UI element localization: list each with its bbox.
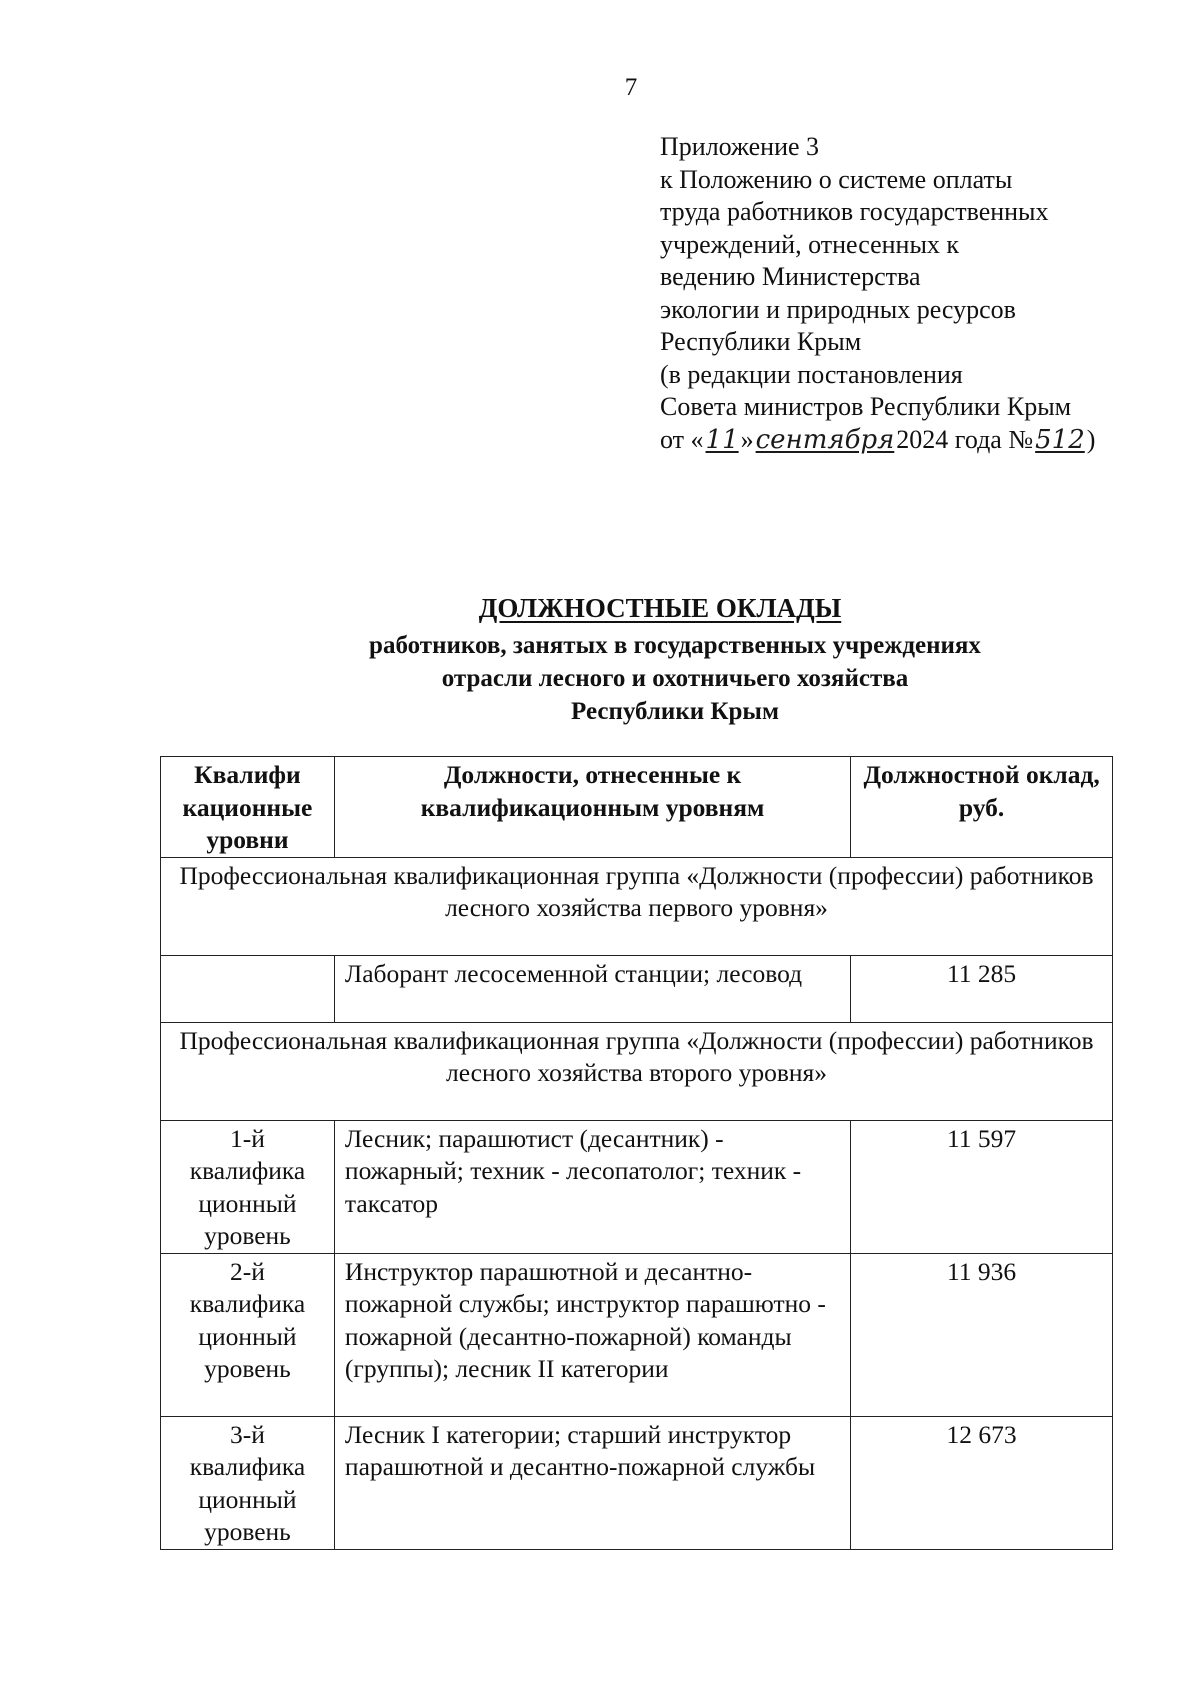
table-row (161, 1120, 1113, 1253)
resolution-date-line (660, 424, 1180, 457)
header-qualification-level: Квалифи кационные уровни (161, 757, 335, 858)
cell-positions: Лесник; парашютист (десантник) - пожарный; техник - лесопатолог; техник - таксатор (334, 1120, 850, 1253)
appendix-header (660, 131, 1180, 456)
appendix-line: Приложение 3 (660, 132, 820, 161)
group-title: Профессиональная квалификационная группа «Должности (профессии) работников лесного хозяйства второго уровня» (161, 1022, 1113, 1120)
appendix-line: экологии и природных ресурсов (660, 294, 1016, 324)
handwritten-day: 11 (705, 424, 739, 455)
cell-positions: Инструктор парашютной и десантно-пожарной службы; инструктор парашютно - пожарной (десантно-пожарной) команды (группы); лесник II категории (334, 1253, 850, 1416)
appendix-line: к Положению о системе оплаты (660, 164, 1013, 194)
cell-level: 2-й квалифика ционный уровень (161, 1253, 335, 1416)
document-subtitle (280, 629, 1070, 728)
cell-level: 1-й квалифика ционный уровень (161, 1120, 335, 1253)
cell-level: 3-й квалифика ционный уровень (161, 1416, 335, 1549)
handwritten-number: 512 (1035, 424, 1085, 455)
cell-level (161, 955, 335, 1022)
header-positions: Должности, отнесенные к квалификационным уровням (334, 757, 850, 858)
table-row (161, 955, 1113, 1022)
appendix-line: учреждений, отнесенных к (660, 229, 960, 259)
cell-positions: Лесник I категории; старший инструктор парашютной и десантно-пожарной службы (334, 1416, 850, 1549)
appendix-line: (в редакции постановления (660, 359, 963, 389)
date-prefix: от « (660, 424, 704, 454)
subtitle-line: Республики Крым (571, 698, 779, 725)
appendix-line: ведению Министерства (660, 262, 921, 291)
header-salary: Должностной оклад, руб. (851, 757, 1113, 858)
handwritten-month: сентября (755, 424, 895, 455)
subtitle-line: отрасли лесного и охотничьего хозяйства (441, 665, 909, 692)
group-row (161, 857, 1113, 955)
appendix-line: Совета министров Республики Крым (660, 392, 1072, 421)
salary-table (160, 756, 1113, 1550)
appendix-line: Республики Крым (660, 327, 862, 356)
page-number: 7 (624, 74, 638, 101)
cell-salary: 11 597 (851, 1120, 1113, 1253)
subtitle-line: работников, занятых в государственных учреждениях (369, 632, 981, 659)
table-header-row (161, 757, 1113, 858)
cell-salary: 11 936 (851, 1253, 1113, 1416)
cell-salary: 12 673 (851, 1416, 1113, 1549)
group-title: Профессиональная квалификационная группа «Должности (профессии) работников лесного хозяйства первого уровня» (161, 857, 1113, 955)
document-title: ДОЛЖНОСТНЫЕ ОКЛАДЫ (478, 593, 842, 623)
group-row (161, 1022, 1113, 1120)
cell-salary: 11 285 (851, 955, 1113, 1022)
date-suffix: ) (1086, 424, 1096, 454)
date-mid: » (740, 424, 754, 454)
table-row (161, 1416, 1113, 1549)
appendix-line: труда работников государственных (660, 197, 1049, 226)
cell-positions: Лаборант лесосеменной станции; лесовод (334, 955, 850, 1022)
date-year-text: 2024 года № (896, 424, 1034, 454)
table-row (161, 1253, 1113, 1416)
